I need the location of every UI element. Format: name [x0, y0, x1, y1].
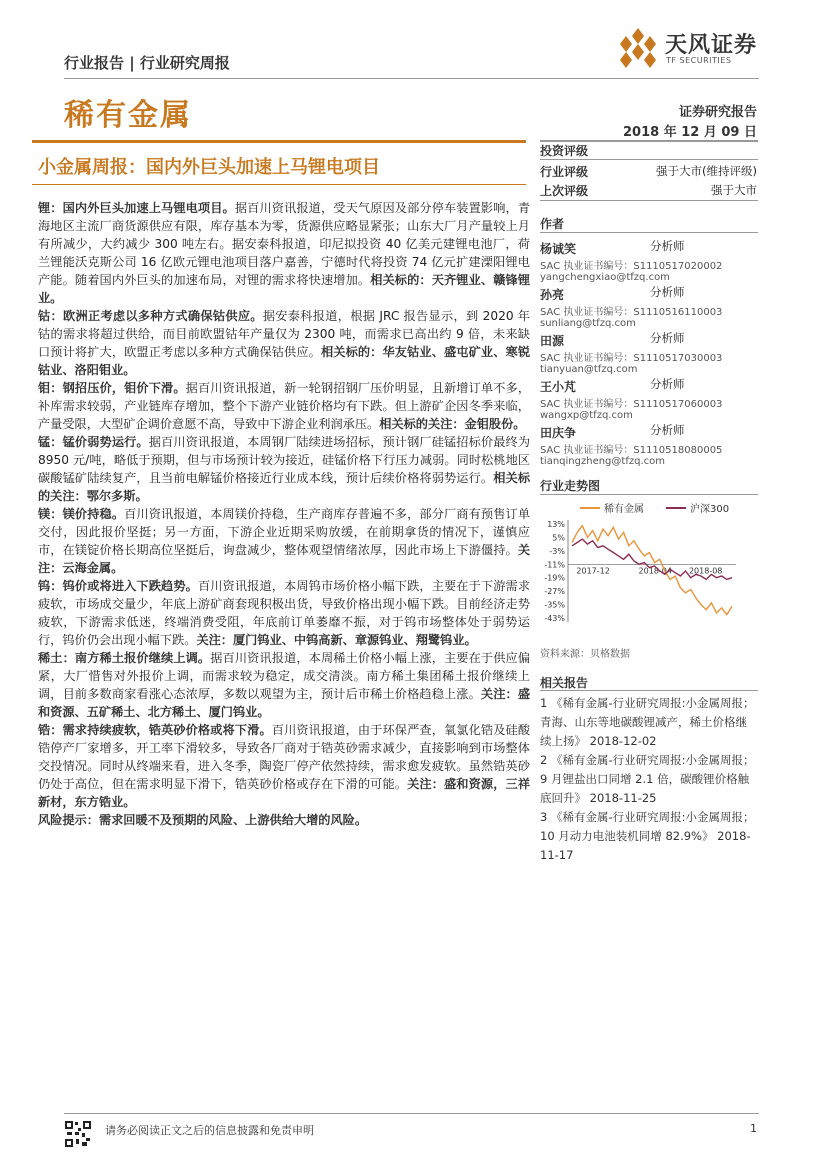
footer-divider — [64, 1113, 759, 1114]
previous-rating-value: 强于大市 — [711, 183, 757, 197]
y-tick-label: -35% — [544, 600, 565, 610]
paragraph-magnesium: 镁：镁价持稳。百川资讯报道，本周镁价持稳，生产商库存普遍不多，部分厂商有预售订单交付，因此报价坚挺；另一方面，下游企业近期采购放缓，在前期拿货的情况下，谨慎应市，在镁锭价格长期高位坚挺后，询盘减少，整体观望情绪浓厚，因此市场上下游僵持。关注：云海金属。 — [38, 507, 531, 575]
report-type: 证券研究报告 — [678, 105, 757, 120]
author-entry — [540, 284, 758, 330]
data-source: 资料来源：贝格数据 — [540, 649, 630, 660]
y-tick-label: -43% — [544, 614, 565, 623]
previous-rating-label: 上次评级 — [540, 184, 589, 198]
industry-trend-chart — [538, 498, 760, 628]
page-number: 1 — [750, 1122, 757, 1135]
paragraph-cobalt: 钴：欧洲正考虑以多种方式确保钴供应。据安泰科报道，根据 JRC 报告显示，到 2020 年钴的需求将超过供给，而目前欧盟钴年产量仅为 2300 吨，而需求已高出约 9 倍，未来缺口预计将扩大，欧盟正考虑以多种方式确保钴供应。相关标的：华友钴业、盛屯矿业、寒锐钴业、洛阳钼业。 — [38, 309, 531, 377]
title-bottom-rule — [32, 184, 526, 185]
paragraph-risk: 风险提示：需求回暖不及预期的风险、上游供给大增的风险。 — [38, 813, 368, 827]
author-email[interactable]: tianqingzheng@tfzq.com — [540, 456, 665, 467]
paragraph-rare-earth: 稀土：南方稀土报价继续上调。据百川资讯报道，本周稀土价格小幅上涨，主要在于供应偏紧，大厂惜售对外报价上调，而需求较为稳定，成交清淡。南方稀土集团稀土报价继续上调，目前多数商家看涨心态浓厚，多数以观望为主，预计后市稀土价格趋稳上涨。关注：盛和资源、五矿稀土、北方稀土、厦门钨业。 — [38, 651, 531, 719]
author-role: 分析师 — [650, 285, 685, 299]
author-role: 分析师 — [650, 423, 685, 437]
logo-text: 天风证券 — [665, 33, 758, 58]
related-report-link[interactable]: 2 《稀有金属-行业研究周报:小金属周报；9 月锂盐出口同增 2.1 倍，碳酸锂价格触底回升》 2018-11-25 — [540, 753, 755, 805]
header-divider — [64, 78, 759, 79]
author-cert: SAC 执业证书编号：S1110517020002 — [540, 261, 723, 272]
paragraph-zirconium: 锆：需求持续疲软，锆英砂价格或将下滑。百川资讯报道，由于环保严查，氧氯化锆及硅酸锆停产厂家增多，开工率下滑较多，导致各厂商对于锆英砂需求减少，直接影响到市场整体交投情况。同时从终端来看，进入冬季，陶瓷厂停产依然持续，需求愈发疲软。虽然锆英砂仍处于高位，但在需求明显下滑下，锆英砂价格或存在下滑的可能。关注：盛和资源，三祥新材，东方锆业。 — [38, 723, 531, 809]
paragraph-molybdenum: 钼：钢招压价，钼价下滑。据百川资讯报道，新一轮钢招钢厂压价明显，且新增订单不多，补库需求较弱，产业链库存增加，整个下游产业链价格均有下跌。但上游矿企因冬季来临，产量受限，大型矿企调价意愿不高，导致中下游企业利润承压。相关标的关注：金钼股份。 — [38, 381, 531, 431]
author-entry — [540, 422, 758, 468]
author-email[interactable]: tianyuan@tfzq.com — [540, 364, 638, 375]
y-tick-label: -19% — [544, 573, 565, 583]
authors-heading: 作者 — [540, 217, 565, 231]
report-category: 行业报告 | 行业研究周报 — [64, 54, 230, 72]
author-role: 分析师 — [650, 239, 685, 253]
author-name: 王小芃 — [540, 380, 577, 394]
rating-heading: 投资评级 — [540, 144, 589, 158]
legend-label-hs300: 沪深300 — [690, 504, 730, 515]
author-email[interactable]: sunliang@tfzq.com — [540, 318, 636, 329]
rating-bottom-rule — [540, 200, 758, 201]
qr-code-icon — [64, 1120, 92, 1148]
trend-heading: 行业走势图 — [540, 479, 601, 493]
author-email[interactable]: yangchengxiao@tfzq.com — [540, 272, 670, 283]
y-tick-label: -27% — [544, 587, 565, 597]
author-name: 杨诚笑 — [540, 242, 577, 256]
y-tick-labels — [544, 520, 565, 623]
sector-title: 稀有金属 — [64, 98, 192, 133]
author-list — [540, 238, 758, 468]
author-name: 田庆争 — [540, 426, 577, 440]
logo-english: TF SECURITIES — [666, 56, 732, 65]
industry-rating-value: 强于大市(维持评级) — [656, 164, 757, 178]
author-entry — [540, 330, 758, 376]
paragraph-lithium: 锂：国内外巨头加速上马锂电项目。据百川资讯报道，受天气原因及部分停车装置影响，青海地区主流厂商货源供应有限，库存基本为零，货源供应略显紧张；山东大厂月产量较上月有所减少，大约减少 300 吨左右。据安泰科报道，印尼拟投资 40 亿美元建锂电池厂，荷兰锂能沃克斯公司 16 亿欧元锂电池项目落户嘉善，宁德时代将投资 74 亿元扩建溧阳锂电产能。随着国内外巨头的加速布局，对锂的需求将快速增加。相关标的：天齐锂业、赣锋锂业。 — [38, 201, 531, 305]
trend-rule — [540, 494, 758, 495]
author-cert: SAC 执业证书编号：S1110518080005 — [540, 445, 723, 456]
y-tick-label: 5% — [552, 533, 565, 543]
author-cert: SAC 执业证书编号：S1110517060003 — [540, 399, 723, 410]
y-tick-label: -3% — [549, 546, 565, 556]
author-role: 分析师 — [650, 377, 685, 391]
related-report-link[interactable]: 1 《稀有金属-行业研究周报:小金属周报；青海、山东等地碳酸锂减产，稀土价格继续上扬》 2018-12-02 — [540, 696, 755, 748]
title-top-rule — [32, 140, 526, 143]
x-tick-label: 2018-08 — [688, 566, 723, 576]
related-heading: 相关报告 — [540, 676, 589, 690]
x-tick-label: 2018-04 — [638, 566, 672, 576]
author-role: 分析师 — [650, 331, 685, 345]
rating-rule — [540, 159, 758, 160]
paragraph-manganese: 锰：锰价弱势运行。据百川资讯报道，本周钢厂陆续进场招标，预计钢厂硅锰招标价最终为 8950 元/吨，略低于预期，但与市场预计较为接近，硅锰价格下行压力减弱。同时松桃地区碳酸锰矿陆续复产，且当前电解锰价格接近行业成本线，预计后续价格将弱势运行。相关标的关注：鄂尔多斯。 — [38, 435, 531, 503]
disclaimer-link[interactable]: 请务必阅读正文之后的信息披露和免责申明 — [105, 1124, 314, 1137]
authors-rule — [540, 232, 758, 233]
industry-rating-label: 行业评级 — [540, 165, 589, 179]
author-name: 孙亮 — [540, 288, 565, 302]
author-cert: SAC 执业证书编号：S1110516110003 — [540, 307, 723, 318]
report-date: 2018 年 12 月 09 日 — [623, 125, 757, 140]
report-body — [38, 199, 530, 829]
report-title: 小金属周报：国内外巨头加速上马锂电项目 — [38, 157, 380, 178]
chart-legend — [580, 502, 729, 515]
author-entry — [540, 376, 758, 422]
author-entry — [540, 238, 758, 284]
legend-label-rare: 稀有金属 — [604, 504, 644, 515]
author-name: 田源 — [540, 334, 565, 348]
author-cert: SAC 执业证书编号：S1110517030003 — [540, 353, 723, 364]
y-tick-label: -11% — [544, 560, 565, 570]
related-list — [540, 694, 758, 865]
paragraph-tungsten: 钨：钨价或将进入下跌趋势。百川资讯报道，本周钨市场价格小幅下跌，主要在于下游需求疲软，市场成交量少，年底上游矿商套现积极出货，导致价格出现小幅下跌。目前经济走势疲软，下游需求低迷，终端消费受阻，年底前订单萎靡不振，对于钨市场整体处于弱势运行，钨价仍会出现小幅下跌。关注：厦门钨业、中钨高新、章源钨业、翔鹭钨业。 — [38, 579, 530, 647]
related-report-link[interactable]: 3 《稀有金属-行业研究周报:小金属周报；10 月动力电池装机同增 82.9%》 2018-11-17 — [540, 810, 755, 862]
y-tick-label: 13% — [547, 520, 565, 529]
author-email[interactable]: wangxp@tfzq.com — [540, 410, 633, 421]
related-rule — [540, 690, 758, 691]
x-tick-label: 2017-12 — [576, 566, 610, 576]
